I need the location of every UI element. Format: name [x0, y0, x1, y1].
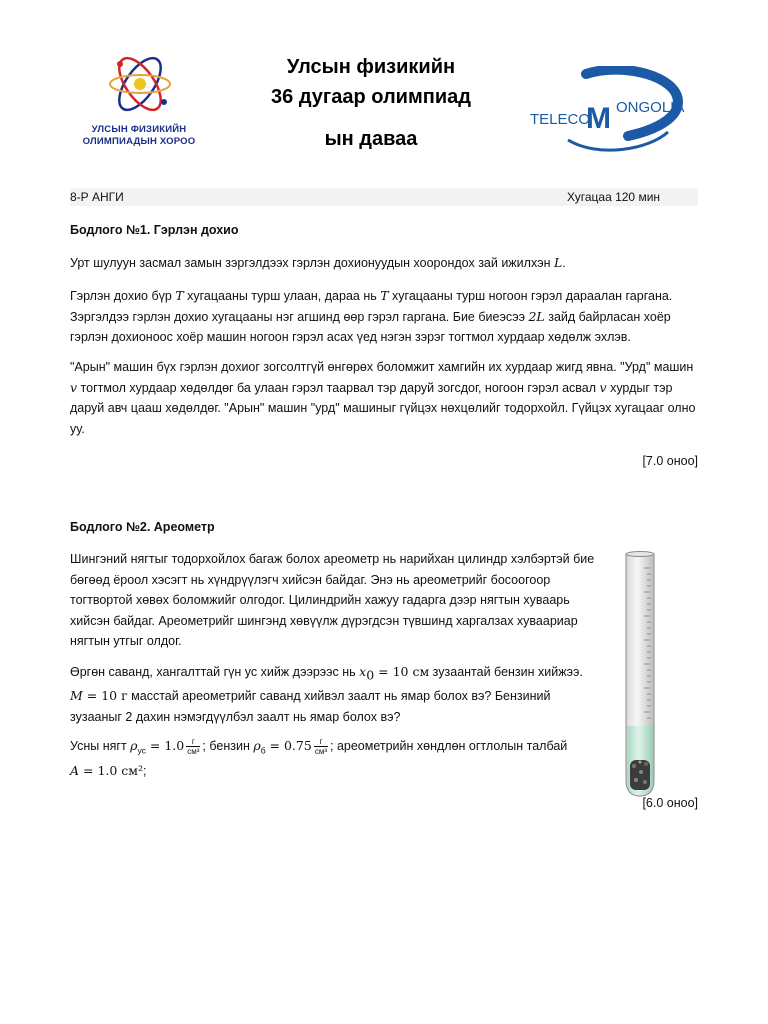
problem-1-paragraph-2: Гэрлэн дохио бүр T хугацааны турш улаан, дараа нь T хугацааны турш ногоон гэрэл дараалан гаргана. Зэргэлдээ гэрлэн дохио хугацааны нэг агшинд өөр гэрэл гаргана. Бие биеэсээ 2L зайд байрласан хоёр гэрлэн дохионоос хоёр машин ногоон гэрэл асах үед нэгэн зэрэг тогтмол хурдаар хөдөлж эхлэв. — [70, 288, 673, 344]
unit-fraction-water: $\frac{г}{\text{см³}}$ — [187, 737, 200, 757]
telecom-logo-text-right: ONGOLIA — [616, 99, 685, 116]
problem-2-heading: Бодлого №2. Ареометр — [70, 520, 215, 534]
telecom-mongolia-logo-icon — [528, 66, 698, 156]
time-limit: Хугацаа 120 мин — [567, 190, 661, 204]
problem-2-paragraph-2: Өргөн саванд, хангалттай гүн ус хийж дээрээс нь $x_0 = 10$ см зузаантай бензин хийжээ. M = 10 г масстай ареометрийг саванд хийвэл заалт нь ямар болох вэ? Бензиний зузааныг 2 дахин нэмэгдүүлбэл заалт нь ямар болох вэ? — [70, 664, 583, 724]
title-line-3: ын даваа — [324, 128, 418, 150]
page-title — [236, 52, 506, 154]
problem-2-points: [6.0 оноо] — [642, 796, 698, 810]
title-line-1: Улсын физикийн — [286, 56, 456, 78]
problem-1-paragraph-1: Урт шулуун засмал замын зэргэлдээх гэрлэн дохионуудын хоорондох зай ижилхэн L. — [70, 255, 566, 270]
problem-2-paragraph-1: Шингэний нягтыг тодорхойлох багаж болох ареометр нь нарийхан цилиндр хэлбэртэй бие бөгөөд ёроол хэсэгт нь хүндрүүлэгч хийсэн байдаг. Энэ нь ареометрийг босоогоор тогтвортой хөвөх боломжийг олгодог. Цилиндрийн хажуу гадарга дээр нягтын хуваарь хийсэн байдаг. Ареометрийг шингэнд хөвүүлж дүрэгдсэн түвшинд харгалзах хуваариар нягтын утгыг олдог. — [70, 552, 595, 648]
grade-time-bar — [70, 188, 698, 206]
olympiad-committee-logo-text: УЛСЫН ФИЗИКИЙН ОЛИМПИАДЫН ХОРОО — [82, 124, 196, 147]
telecom-logo-text-left: TELECO — [530, 111, 591, 128]
problem-1-heading: Бодлого №1. Гэрлэн дохио — [70, 223, 239, 237]
unit-fraction-benzine: $\frac{г}{\text{см³}}$ — [314, 737, 327, 757]
hydrometer-illustration-icon — [618, 548, 662, 800]
problem-1-points: [7.0 оноо] — [642, 454, 698, 468]
problem-1-paragraph-3: "Арын" машин бүх гэрлэн дохиог зогсолтгүй өнгөрөх боломжит хамгийн их хурдаар жигд явна. "Урд" машин v тогтмол хурдаар хөдөлдөг ба улаан гэрэл таарвал тэр даруй зогсдог, ногоон гэрэл асвал v хурдыг тэр даруй авч цааш хөдөлдөг. "Арын" машин "урд" машиныг гүйцэх нөхцөлийг тодорхойл. Гүйцэх хугацааг олно уу. — [70, 360, 696, 436]
telecom-logo-text-m: M — [586, 102, 611, 135]
title-line-2: 36 дугаар олимпиад — [271, 86, 471, 108]
problem-2-paragraph-3: Усны нягт $\rho_{ус} = 1.0$ $\frac{г}{\text{см³}}$ ; бензин $\rho_б = 0.75$ $\frac{г}{\text{см³}}$ ; ареометрийн хөндлөн огтлолын талбай A = 1.0 см²; — [70, 737, 568, 778]
grade-label: 8-Р АНГИ — [70, 190, 124, 204]
